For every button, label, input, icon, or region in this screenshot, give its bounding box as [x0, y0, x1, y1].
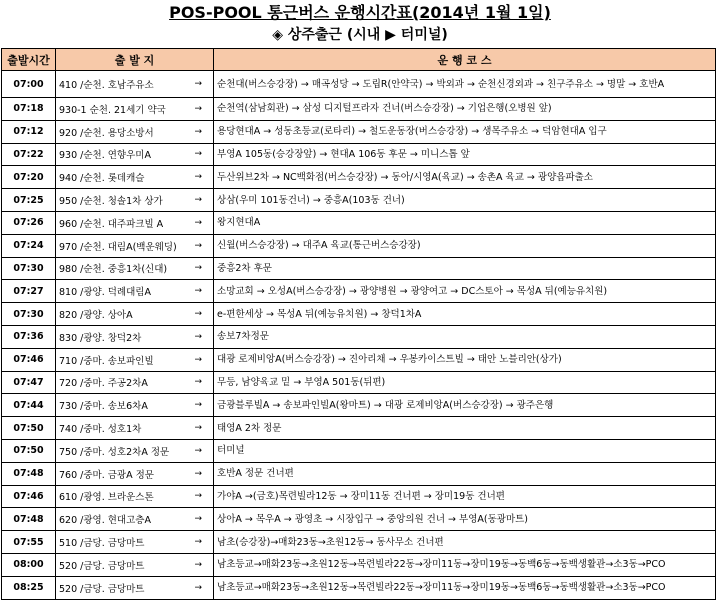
arrow-icon: →: [184, 553, 214, 576]
arrow-icon: →: [184, 234, 214, 257]
table-row: [2, 508, 716, 531]
route-course: 태영A 2차 정문: [214, 417, 716, 440]
arrow-icon: →: [184, 417, 214, 440]
route-course: 남초(승강장)→매화23동→초원12동→ 동사무소 건너편: [214, 531, 716, 554]
departure-point: 760 /중마. 금광A 정문: [56, 462, 184, 485]
header-path: 운 행 코 스: [214, 49, 716, 71]
arrow-icon: →: [184, 303, 214, 326]
departure-point: 980 /순천. 중흥1차(신대): [56, 257, 184, 280]
route-course: 무등, 남양육교 밑 → 부영A 501동(뒤편): [214, 371, 716, 394]
document-title: POS-POOL 통근버스 운행시간표(2014년 1월 1일): [169, 3, 551, 22]
departure-point: 930-1 순천. 21세기 약국: [56, 98, 184, 121]
arrow-icon: →: [184, 439, 214, 462]
table-row: [2, 211, 716, 234]
table-row: [2, 576, 716, 599]
route-course: 송보7차정문: [214, 325, 716, 348]
arrow-icon: →: [184, 394, 214, 417]
arrow-icon: →: [184, 189, 214, 212]
departure-time: 07:25: [2, 189, 56, 212]
arrow-icon: →: [184, 257, 214, 280]
arrow-icon: →: [184, 98, 214, 121]
route-course: 상삼(우미 101동건너) → 중흥A(103동 건너): [214, 189, 716, 212]
arrow-icon: →: [184, 120, 214, 143]
departure-time: 07:46: [2, 485, 56, 508]
departure-time: 07:27: [2, 280, 56, 303]
departure-point: 830 /광양. 창덕2차: [56, 325, 184, 348]
departure-time: 07:22: [2, 143, 56, 166]
arrow-icon: →: [184, 576, 214, 599]
route-course: 남초등교→매화23동→초원12동→목련빌라22동→장미11동→장미19동→동백6동→동백생활관→소3동→PCO: [214, 553, 716, 576]
header-time: 출발시간: [2, 49, 56, 71]
departure-time: 07:30: [2, 257, 56, 280]
table-row: [2, 303, 716, 326]
route-course: 왕지현대A: [214, 211, 716, 234]
table-row: [2, 120, 716, 143]
table-row: [2, 166, 716, 189]
route-course: e-편한세상 → 목성A 뒤(예능유치원) → 창덕1차A: [214, 303, 716, 326]
departure-point: 950 /순천. 청솔1차 상가: [56, 189, 184, 212]
schedule-table: [1, 48, 716, 600]
table-row: [2, 531, 716, 554]
arrow-icon: →: [184, 508, 214, 531]
departure-point: 810 /광양. 덕례대림A: [56, 280, 184, 303]
departure-time: 07:12: [2, 120, 56, 143]
departure-point: 520 /금당. 금당마트: [56, 553, 184, 576]
departure-point: 820 /광양. 상아A: [56, 303, 184, 326]
arrow-icon: →: [184, 348, 214, 371]
departure-time: 07:47: [2, 371, 56, 394]
route-course: 신월(버스승강장) → 대주A 육교(통근버스승강장): [214, 234, 716, 257]
route-course: 상아A → 목우A → 광영초 → 시장입구 → 중앙의원 건너 → 부영A(동광마트): [214, 508, 716, 531]
departure-time: 07:50: [2, 439, 56, 462]
departure-point: 740 /중마. 성호1차: [56, 417, 184, 440]
arrow-icon: →: [184, 485, 214, 508]
departure-time: 07:36: [2, 325, 56, 348]
arrow-icon: →: [184, 280, 214, 303]
arrow-icon: →: [184, 143, 214, 166]
departure-time: 07:55: [2, 531, 56, 554]
departure-time: 07:18: [2, 98, 56, 121]
departure-time: 07:00: [2, 71, 56, 98]
route-course: 호반A 정문 건너편: [214, 462, 716, 485]
departure-time: 08:00: [2, 553, 56, 576]
schedule-body: [2, 71, 716, 600]
table-row: [2, 553, 716, 576]
departure-time: 07:26: [2, 211, 56, 234]
table-row: [2, 439, 716, 462]
table-row: [2, 348, 716, 371]
route-course: 금광블루빌A → 송보파인빌A(왕마트) → 대광 로제비앙A(버스승강장) → 광주은행: [214, 394, 716, 417]
table-row: [2, 98, 716, 121]
table-row: [2, 462, 716, 485]
arrow-icon: →: [184, 371, 214, 394]
departure-point: 730 /중마. 송보6차A: [56, 394, 184, 417]
departure-point: 750 /중마. 성호2차A 정문: [56, 439, 184, 462]
document-subtitle: ◈ 상주출근 (시내 ▶ 터미널): [272, 27, 448, 43]
route-course: 용당현대A → 성동초등교(로타리) → 철도운동장(버스승강장) → 생목주유소 → 덕암현대A 입구: [214, 120, 716, 143]
departure-time: 07:44: [2, 394, 56, 417]
header-route: 출 발 지: [56, 49, 214, 71]
departure-point: 920 /순천. 용당소방서: [56, 120, 184, 143]
departure-time: 07:24: [2, 234, 56, 257]
header-row: [2, 49, 716, 71]
departure-point: 720 /중마. 주공2차A: [56, 371, 184, 394]
departure-point: 620 /광영. 현대고층A: [56, 508, 184, 531]
route-course: 소망교회 → 오성A(버스승강장) → 광양병원 → 광양여고 → DC스토아 → 목성A 뒤(예능유치원): [214, 280, 716, 303]
departure-time: 07:20: [2, 166, 56, 189]
table-row: [2, 143, 716, 166]
route-course: 순천역(삼남회관) → 삼성 디지털프라자 건너(버스승강장) → 기업은행(오병원 앞): [214, 98, 716, 121]
departure-time: 07:48: [2, 462, 56, 485]
route-course: 중흥2차 후문: [214, 257, 716, 280]
departure-time: 07:50: [2, 417, 56, 440]
arrow-icon: →: [184, 166, 214, 189]
route-course: 터미널: [214, 439, 716, 462]
departure-point: 710 /중마. 송보파인빌: [56, 348, 184, 371]
table-row: [2, 394, 716, 417]
departure-point: 410 /순천. 호남주유소: [56, 71, 184, 98]
route-course: 대광 로제비앙A(버스승강장) → 진아리채 → 우봉카이스트빌 → 태안 노블리안(상가): [214, 348, 716, 371]
table-row: [2, 280, 716, 303]
departure-point: 970 /순천. 대림A(백운웨딩): [56, 234, 184, 257]
departure-point: 520 /금당. 금당마트: [56, 576, 184, 599]
arrow-icon: →: [184, 325, 214, 348]
departure-point: 960 /순천. 대주파크빌 A: [56, 211, 184, 234]
table-row: [2, 371, 716, 394]
route-course: 남초등교→매화23동→초원12동→목련빌라22동→장미11동→장미19동→동백6동→동백생활관→소3동→PCO: [214, 576, 716, 599]
route-course: 두산위브2차 → NC백화점(버스승강장) → 동아/시영A(육교) → 송촌A 육교 → 광양읍파출소: [214, 166, 716, 189]
table-row: [2, 417, 716, 440]
arrow-icon: →: [184, 71, 214, 98]
departure-point: 930 /순천. 연향우미A: [56, 143, 184, 166]
table-row: [2, 325, 716, 348]
arrow-icon: →: [184, 531, 214, 554]
departure-point: 510 /금당. 금당마트: [56, 531, 184, 554]
departure-time: 08:25: [2, 576, 56, 599]
departure-time: 07:46: [2, 348, 56, 371]
table-row: [2, 257, 716, 280]
table-row: [2, 189, 716, 212]
arrow-icon: →: [184, 462, 214, 485]
departure-point: 940 /순천. 롯데캐슬: [56, 166, 184, 189]
route-course: 부영A 105동(승강장앞) → 현대A 106동 후문 → 미니스톱 앞: [214, 143, 716, 166]
arrow-icon: →: [184, 211, 214, 234]
route-course: 순천대(버스승강장) → 매곡성당 → 도립R(안약국) → 박외과 → 순천신경외과 → 친구주유소 → 명말 → 호반A: [214, 71, 716, 98]
table-row: [2, 234, 716, 257]
departure-point: 610 /광영. 브라운스톤: [56, 485, 184, 508]
route-course: 가야A →(금호)목련빌라12동 → 장미11동 건너편 → 장미19동 건너편: [214, 485, 716, 508]
departure-time: 07:30: [2, 303, 56, 326]
table-row: [2, 485, 716, 508]
departure-time: 07:48: [2, 508, 56, 531]
table-row: [2, 71, 716, 98]
